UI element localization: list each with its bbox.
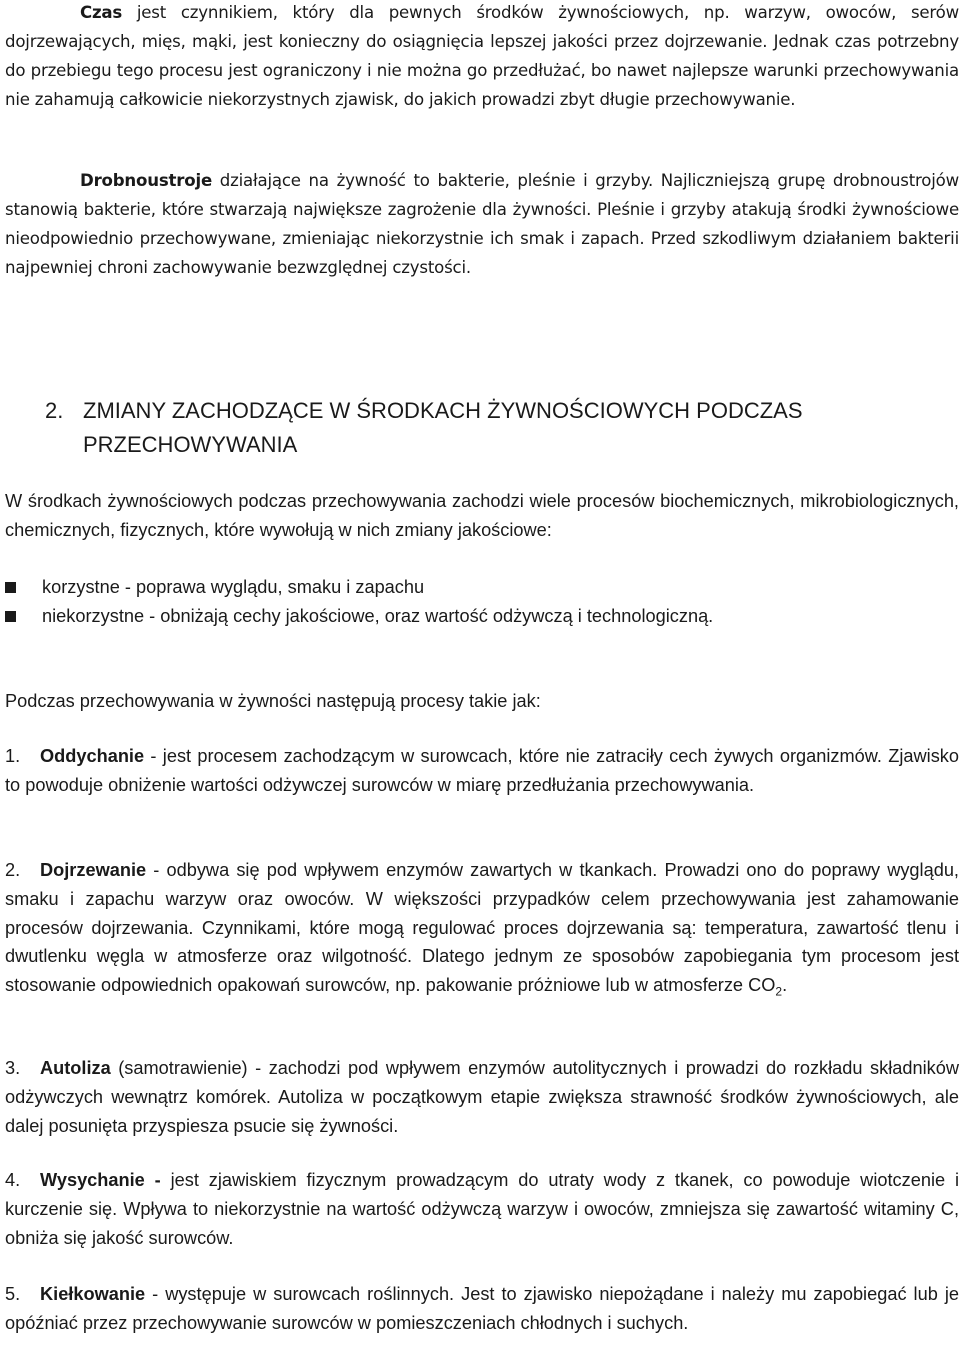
processes-intro: Podczas przechowywania w żywności następują procesy takie jak: [5,691,541,711]
bullet-list [5,573,959,631]
section-heading [45,394,945,462]
paragraph-time-text: jest czynnikiem, który dla pewnych środków żywnościowych, np. warzyw, owoców, serów dojrzewających, mięs, mąki, jest konieczny do osiągnięcia lepszej jakości przez dojrzewanie. Jednak czas potrzebny do przebiegu tego procesu jest ograniczony i nie można go przedłużać, bo nawet najlepsze warunki przechowywania nie zahamują całkowicie niekorzystnych zjawisk, do jakich prowadzi zbyt długie przechowywanie. [5,3,959,109]
item-term: Kiełkowanie [40,1284,146,1304]
item-number: 5. [5,1284,21,1304]
paragraph-time [5,0,959,114]
process-item-ripening [5,856,959,1000]
item-number: 2. [5,860,21,880]
item-term: Wysychanie - [40,1170,161,1190]
square-bullet-icon [5,582,16,593]
item-text: jest zjawiskiem fizycznym prowadzącym do utraty wody z tkanek, co powoduje wiotczenie i kurczenie się. Wpływa to niekorzystnie na wartość odżywczą warzyw i owoców, zmniejsza się zawartość witaminy C, obniża się jakość surowców. [5,1170,959,1248]
item-number: 4. [5,1170,21,1190]
section-title-line2: PRZECHOWYWANIA [83,432,298,457]
term-time: Czas [80,3,123,22]
section-title-line1: ZMIANY ZACHODZĄCE W ŚRODKACH ŻYWNOŚCIOWYCH PODCZAS [83,398,803,423]
item-term: Dojrzewanie [40,860,147,880]
process-item-sprouting [5,1280,959,1338]
process-item-autolysis [5,1054,959,1140]
bullet-text: niekorzystne - obniżają cechy jakościowe, oraz wartość odżywczą i technologiczną. [42,606,714,626]
paragraph-microorganisms [5,166,959,282]
item-text: - występuje w surowcach roślinnych. Jest to zjawisko niepożądane i należy mu zapobiegać lub je opóźniać przez przechowywanie surowców w pomieszczeniach chłodnych i suchych. [5,1284,959,1333]
section-number: 2. [45,398,64,423]
section-intro: W środkach żywnościowych podczas przechowywania zachodzi wiele procesów biochemicznych, mikrobiologicznych, chemicznych, fizycznych, które wywołują w nich zmiany jakościowe: [5,491,959,540]
paragraph-microorganisms-text: działające na żywność to bakterie, pleśnie i grzyby. Najliczniejszą grupę drobnoustrojów stanowią bakterie, które stwarzają największe zagrożenie dla żywności. Pleśnie i grzyby atakują środki żywnościowe nieodpowiednio przechowywane, zmieniając niekorzystnie ich smak i zapach. Przed szkodliwym działaniem bakterii najpewniej chroni zachowywanie bezwzględnej czystości. [5,171,959,277]
bullet-text: korzystne - poprawa wyglądu, smaku i zapachu [42,577,425,597]
item-term: Autoliza [40,1058,111,1078]
list-item [5,573,959,602]
subscript: 2 [775,984,783,999]
item-number: 3. [5,1058,21,1078]
list-item [5,602,959,631]
term-microorganisms: Drobnoustroje [80,171,212,190]
square-bullet-icon [5,611,16,622]
item-text-tail: . [782,975,788,996]
item-term: Oddychanie [40,746,145,766]
item-text: - jest procesem zachodzącym w surowcach, które nie zatraciły cech żywych organizmów. Zjawisko to powoduje obniżenie wartości odżywczej surowców w miarę przedłużania przechowywania. [5,746,959,795]
item-text: - odbywa się pod wpływem enzymów zawartych w tkankach. Prowadzi ono do poprawy wyglądu, smaku i zapachu warzyw oraz owoców. W większości przypadków celem przechowywania jest zahamowanie procesów dojrzewania. Czynnikami, które mogą regulować proces dojrzewania są: temperatura, zawartość tlenu i dwutlenku węgla w atmosferze oraz wilgotność. Dlatego jednym ze sposobów zapobiegania tym procesom jest stosowanie odpowiednich opakowań surowców, np. pakowanie próżniowe lub w atmosferze CO [5,860,959,996]
item-number: 1. [5,746,21,766]
process-item-respiration [5,742,959,800]
process-item-drying [5,1166,959,1252]
item-text: (samotrawienie) - zachodzi pod wpływem enzymów autolitycznych i prowadzi do rozkładu składników odżywczych wewnątrz komórek. Autoliza w początkowym etapie zwiększa strawność środków żywnościowych, ale dalej posunięta przyspiesza psucie się żywności. [5,1058,959,1136]
